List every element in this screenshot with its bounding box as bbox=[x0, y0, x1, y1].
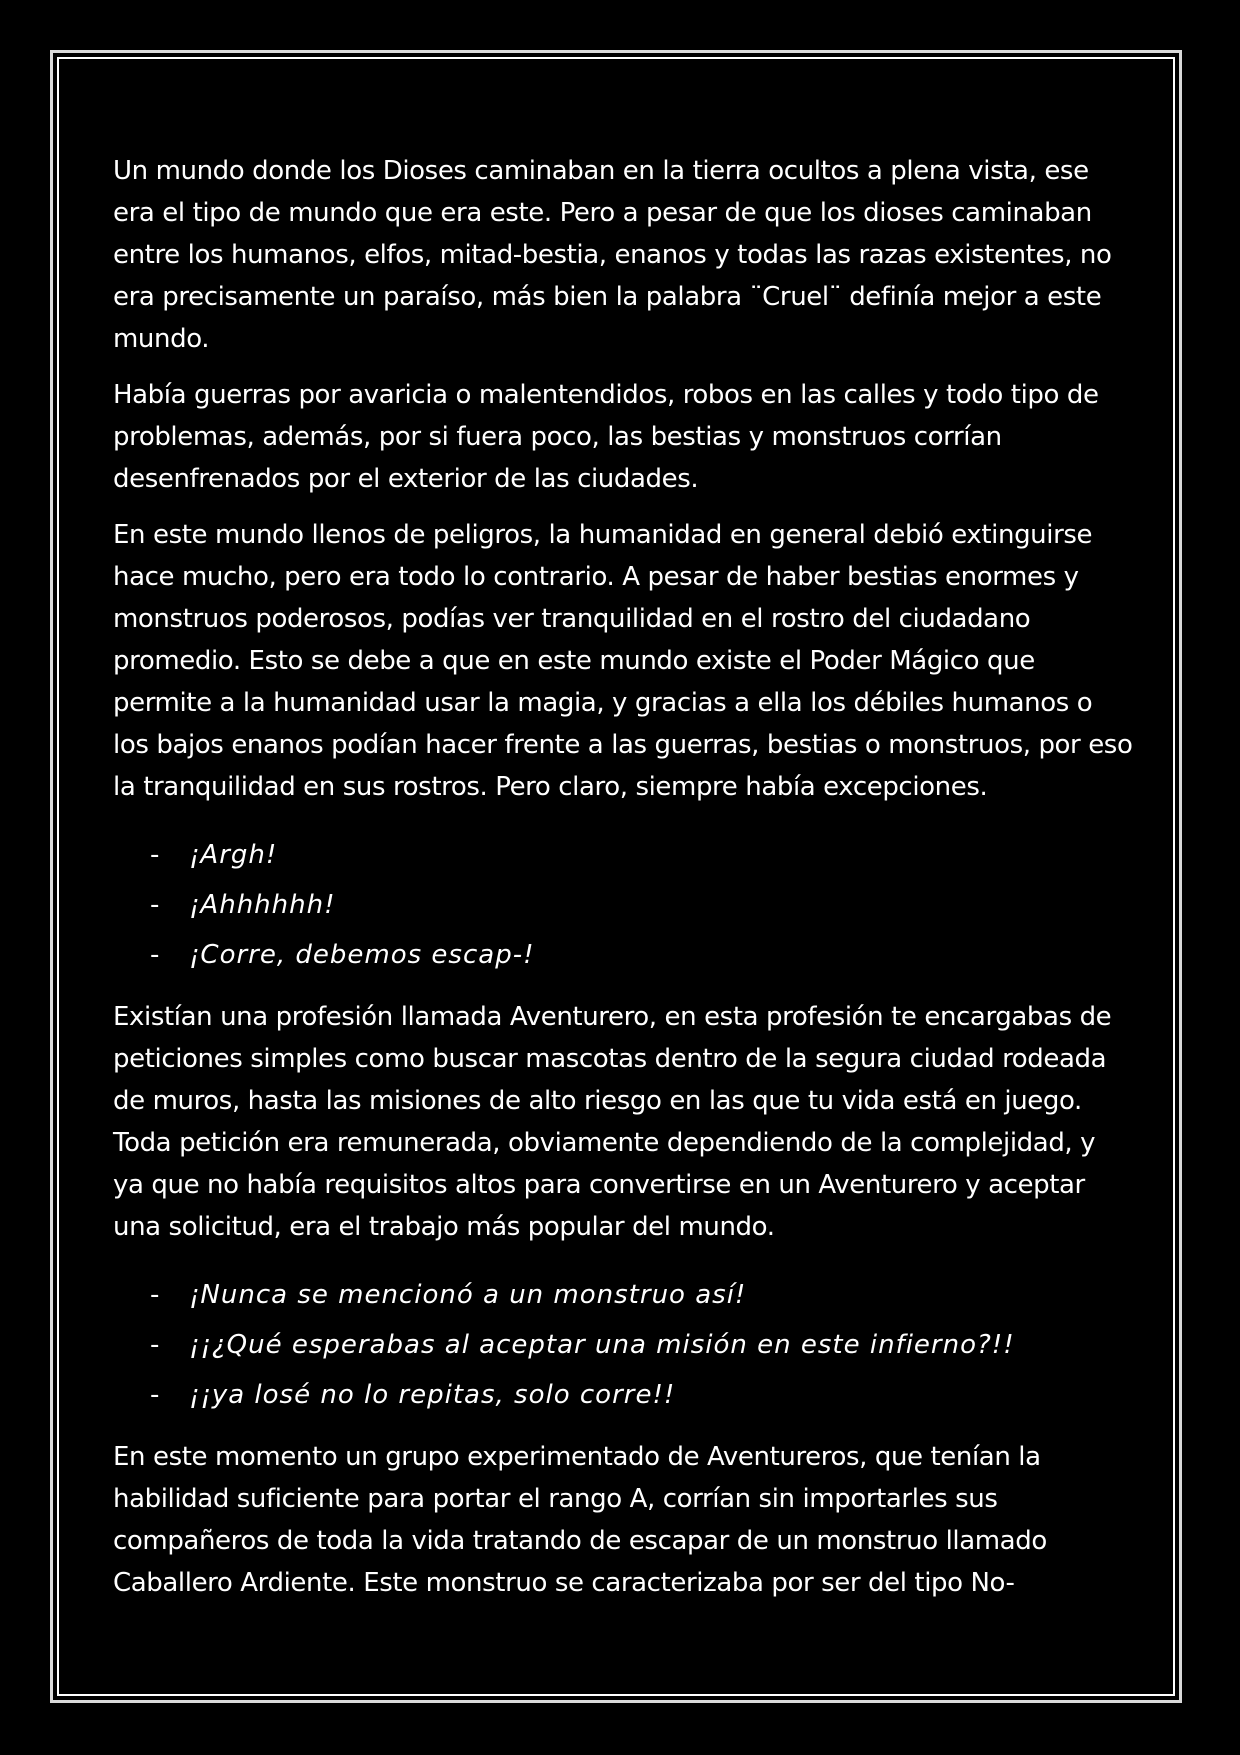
dialogue-line bbox=[113, 1370, 1133, 1420]
dialogue-text: ¡Nunca se mencionó a un monstruo así! bbox=[189, 1280, 747, 1310]
dialogue-dash: - bbox=[150, 1380, 161, 1410]
paragraph-1: Un mundo donde los Dioses caminaban en la tierra ocultos a plena vista, ese era el tipo de mundo que era este. Pero a pesar de que los dioses caminaban entre los humanos, elfos, mitad-bestia, enanos y todas las razas existentes, no era precisamente un paraíso, más bien la palabra ¨Cruel¨ definía mejor a este mundo. bbox=[113, 156, 1112, 354]
dialogue-list-2 bbox=[113, 1270, 1133, 1420]
dialogue-line bbox=[113, 880, 1133, 930]
dialogue-line bbox=[113, 1320, 1133, 1370]
dialogue-text: ¡Argh! bbox=[189, 840, 278, 870]
dialogue-line bbox=[113, 1270, 1133, 1320]
dialogue-dash: - bbox=[150, 1330, 161, 1360]
dialogue-text: ¡¡¿Qué esperabas al aceptar una misión en este infierno?!! bbox=[189, 1330, 1015, 1360]
dialogue-dash: - bbox=[150, 1280, 161, 1310]
dialogue-text: ¡Corre, debemos escap-! bbox=[189, 940, 535, 970]
dialogue-text: ¡¡ya losé no lo repitas, solo corre!! bbox=[189, 1380, 676, 1410]
paragraph-3: En este mundo llenos de peligros, la humanidad en general debió extinguirse hace mucho, pero era todo lo contrario. A pesar de haber bestias enormes y monstruos poderosos, podías ver tranquilidad en el rostro del ciudadano promedio. Esto se debe a que en este mundo existe el Poder Mágico que permite a la humanidad usar la magia, y gracias a ella los débiles humanos o los bajos enanos podían hacer frente a las guerras, bestias o monstruos, por eso la tranquilidad en sus rostros. Pero claro, siempre había excepciones. bbox=[113, 520, 1133, 802]
dialogue-dash: - bbox=[150, 840, 161, 870]
paragraph-2: Había guerras por avaricia o malentendidos, robos en las calles y todo tipo de problemas, además, por si fuera poco, las bestias y monstruos corrían desenfrenados por el exterior de las ciudades. bbox=[113, 380, 1099, 494]
story-text bbox=[113, 150, 1133, 1618]
dialogue-line bbox=[113, 830, 1133, 880]
paragraph-5: En este momento un grupo experimentado de Aventureros, que tenían la habilidad suficiente para portar el rango A, corrían sin importarles sus compañeros de toda la vida tratando de escapar de un monstruo llamado Caballero Ardiente. Este monstruo se caracterizaba por ser del tipo No- bbox=[113, 1442, 1047, 1598]
dialogue-dash: - bbox=[150, 890, 161, 920]
dialogue-line bbox=[113, 930, 1133, 980]
paragraph-4: Existían una profesión llamada Aventurero, en esta profesión te encargabas de peticiones simples como buscar mascotas dentro de la segura ciudad rodeada de muros, hasta las misiones de alto riesgo en las que tu vida está en juego. Toda petición era remunerada, obviamente dependiendo de la complejidad, y ya que no había requisitos altos para convertirse en un Aventurero y aceptar una solicitud, era el trabajo más popular del mundo. bbox=[113, 1002, 1112, 1242]
dialogue-list-1 bbox=[113, 830, 1133, 980]
dialogue-dash: - bbox=[150, 940, 161, 970]
dialogue-text: ¡Ahhhhhh! bbox=[189, 890, 336, 920]
